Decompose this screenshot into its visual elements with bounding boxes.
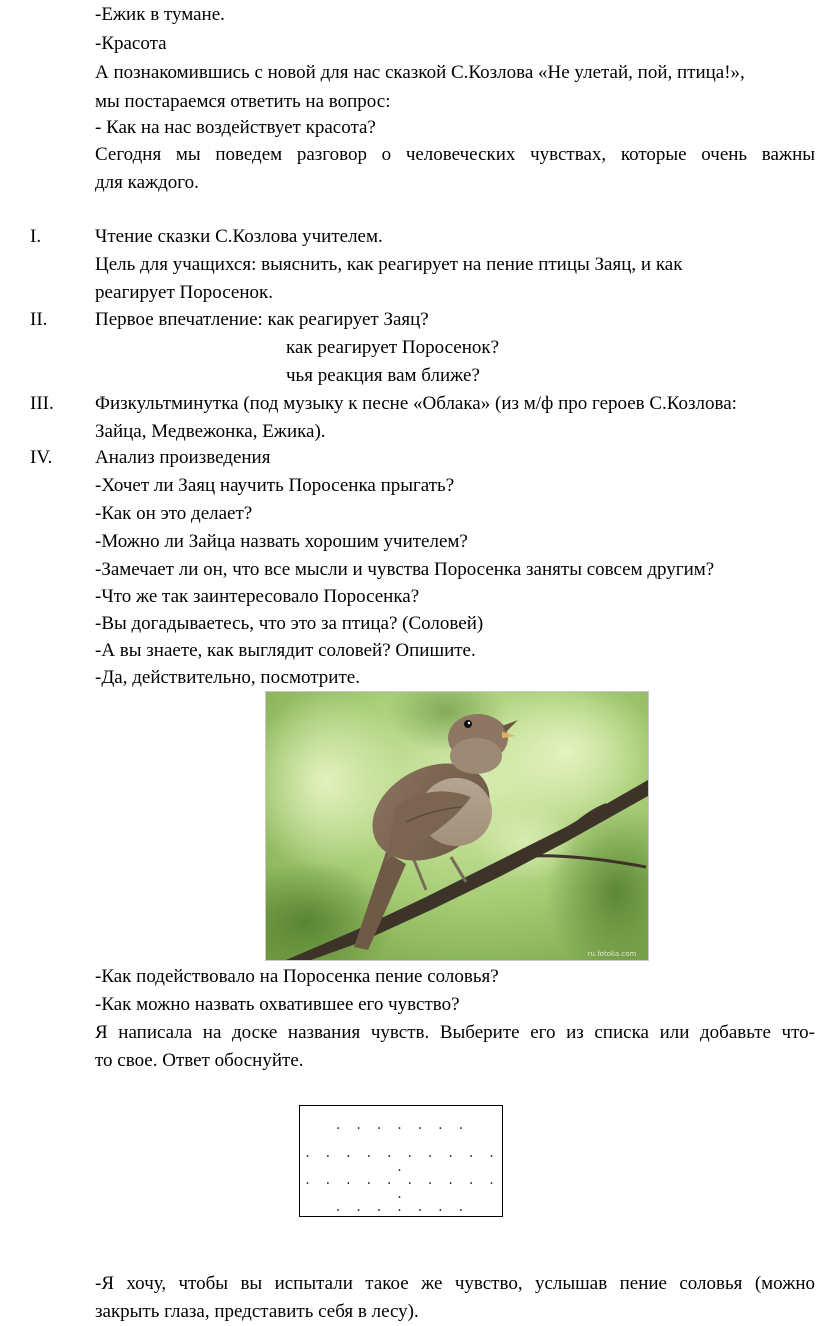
section-numeral: III. — [30, 393, 54, 414]
section-line: -Хочет ли Заяц научить Поросенка прыгать? — [95, 475, 455, 496]
text-line: -Ежик в тумане. — [95, 4, 225, 25]
section-line: -Как он это делает? — [95, 503, 253, 524]
text-line: Сегодня мы поведем разговор о человеческих чувствах, которые очень важны — [95, 144, 815, 165]
section-numeral: IV. — [30, 447, 53, 468]
section-line: -Замечает ли он, что все мысли и чувства Поросенка заняты совсем другим? — [95, 559, 715, 580]
section-line: -Да, действительно, посмотрите. — [95, 667, 360, 688]
section-line: -Можно ли Зайца назвать хорошим учителем? — [95, 531, 468, 552]
section-line: Первое впечатление: как реагирует Заяц? — [95, 309, 429, 330]
text-line: Я написала на доске названия чувств. Выберите его из списка или добавьте что- — [95, 1022, 815, 1043]
board-dots: . . . . . . . — [334, 1118, 468, 1132]
section-numeral: I. — [30, 226, 42, 247]
section-line: -А вы знаете, как выглядит соловей? Опишите. — [95, 640, 476, 661]
section-line: -Что же так заинтересовало Поросенка? — [95, 586, 420, 607]
text-line: -Как можно назвать охватившее его чувство? — [95, 994, 460, 1015]
section-line: как реагирует Поросенок? — [286, 337, 500, 358]
board-dots: . . . . . . . — [334, 1200, 468, 1214]
text-line: то свое. Ответ обоснуйте. — [95, 1050, 304, 1071]
board-dots: . . . . . . . . . . . — [303, 1146, 499, 1174]
section-line: реагирует Поросенок. — [95, 282, 273, 303]
section-line: Цель для учащихся: выяснить, как реагирует на пение птицы Заяц, и как — [95, 254, 683, 275]
text-line: А познакомившись с новой для нас сказкой С.Козлова «Не улетай, пой, птица!», — [95, 62, 745, 83]
text-line: закрыть глаза, представить себя в лесу). — [95, 1301, 419, 1322]
photo-watermark: ru.fotolia.com — [587, 950, 637, 958]
nightingale-photo — [265, 691, 649, 961]
text-line: -Красота — [95, 33, 167, 54]
text-line: - Как на нас воздействует красота? — [95, 117, 376, 138]
board-dots: . . . . . . . . . . . — [303, 1173, 499, 1201]
text-line: мы постараемся ответить на вопрос: — [95, 91, 391, 112]
section-line: Анализ произведения — [95, 447, 271, 468]
text-line: для каждого. — [95, 172, 199, 193]
section-line: Зайца, Медвежонка, Ежика). — [95, 421, 326, 442]
section-line: чья реакция вам ближе? — [286, 365, 480, 386]
section-line: -Вы догадываетесь, что это за птица? (Соловей) — [95, 613, 484, 634]
board-frame — [299, 1105, 503, 1217]
section-line: Физкультминутка (под музыку к песне «Облака» (из м/ф про героев С.Козлова: — [95, 393, 737, 414]
text-line: -Я хочу, чтобы вы испытали такое же чувство, услышав пение соловья (можно — [95, 1273, 815, 1294]
text-line: -Как подействовало на Поросенка пение соловья? — [95, 966, 499, 987]
section-line: Чтение сказки С.Козлова учителем. — [95, 226, 383, 247]
section-numeral: II. — [30, 309, 48, 330]
